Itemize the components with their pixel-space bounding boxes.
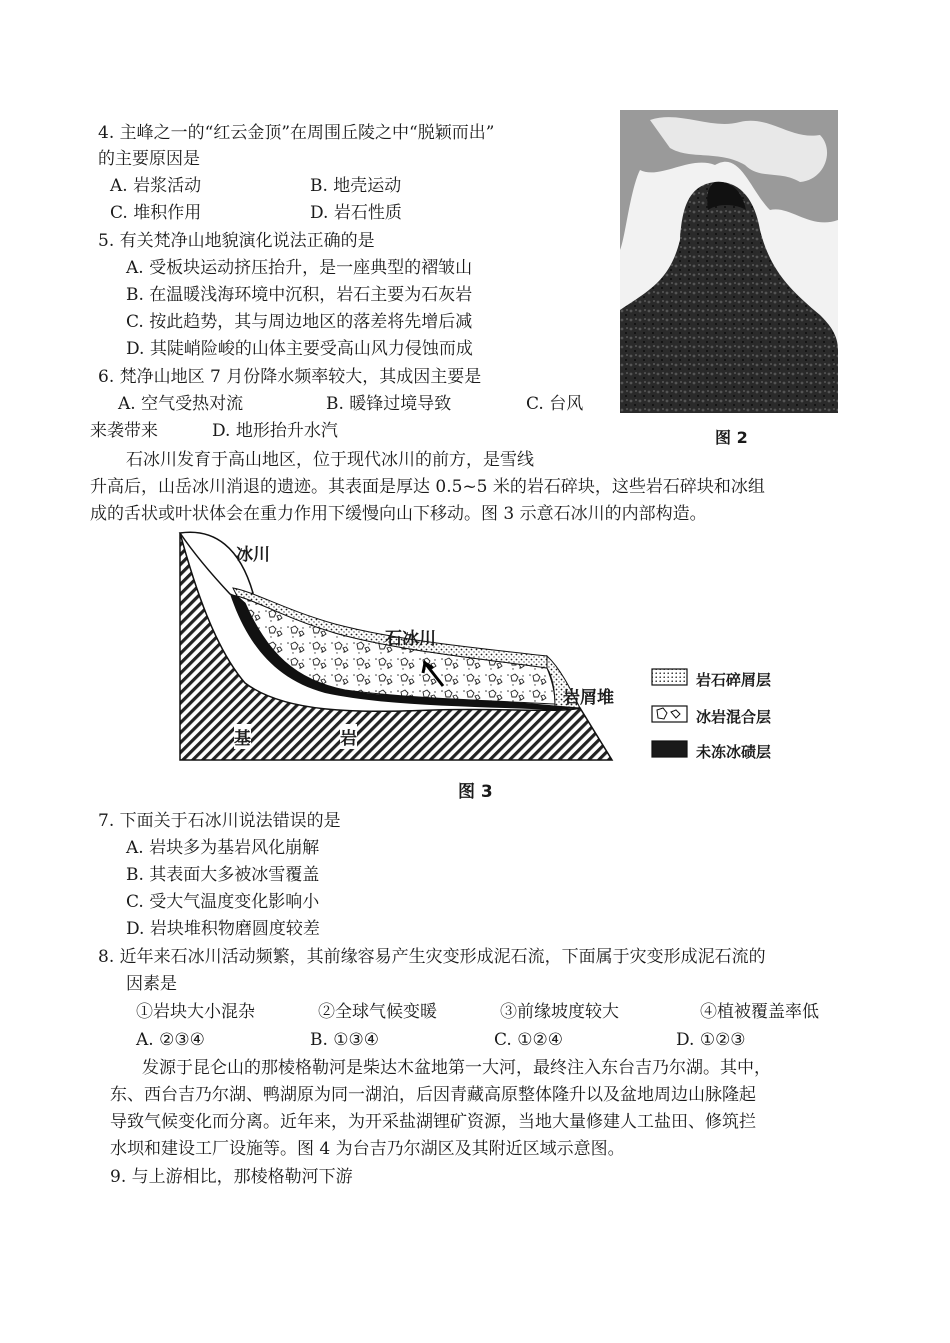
q4-option-d: D. 岩石性质	[310, 203, 402, 223]
q7-option-b: B. 其表面大多被冰雪覆盖	[126, 865, 320, 885]
q8-stem-line1: 8. 近年来石冰川活动频繁，其前缘容易产生灾变形成泥石流，下面属于灾变形成泥石流的	[98, 947, 766, 967]
q8-factor-1: ①岩块大小混杂	[136, 1002, 255, 1022]
fig3-label-glacier: 冰川	[236, 545, 270, 565]
figure-3-caption: 图 3	[458, 782, 493, 802]
legend-label-debris: 岩石碎屑层	[696, 671, 772, 689]
legend-label-frozen-till: 未冻冰碛层	[696, 743, 772, 761]
q5-stem: 5. 有关梵净山地貌演化说法正确的是	[98, 231, 375, 251]
q6-option-d: D. 地形抬升水汽	[212, 421, 338, 441]
q8-option-c: C. ①②④	[494, 1030, 563, 1050]
fig3-label-bedrock-1: 基	[234, 724, 251, 749]
q6-option-c-cont: 来袭带来	[90, 421, 158, 441]
q4-option-a: A. 岩浆活动	[110, 176, 202, 196]
passage2-line2: 东、西台吉乃尔湖、鸭湖原为同一湖泊，后因青藏高原整体隆升以及盆地周边山脉隆起	[110, 1085, 756, 1105]
figure-2-caption: 图 2	[715, 428, 748, 447]
legend-swatch-debris	[652, 669, 687, 685]
q5-option-c: C. 按此趋势，其与周边地区的落差将先增后减	[126, 312, 473, 332]
q5-option-d: D. 其陡峭险峻的山体主要受高山风力侵蚀而成	[126, 339, 473, 359]
q7-stem: 7. 下面关于石冰川说法错误的是	[98, 811, 341, 831]
fig3-label-debris-pile: 岩屑堆	[563, 688, 614, 708]
q7-option-c: C. 受大气温度变化影响小	[126, 892, 320, 912]
q4-stem-line2: 的主要原因是	[98, 149, 200, 169]
q7-option-d: D. 岩块堆积物磨圆度较差	[126, 919, 320, 939]
q8-stem-line2: 因素是	[126, 974, 177, 994]
q9-stem: 9. 与上游相比，那棱格勒河下游	[110, 1167, 353, 1187]
q5-option-b: B. 在温暖浅海环境中沉积，岩石主要为石灰岩	[126, 285, 473, 305]
q4-option-b: B. 地壳运动	[310, 176, 402, 196]
legend-label-ice-rock: 冰岩混合层	[696, 708, 772, 726]
passage1-line3: 成的舌状或叶状体会在重力作用下缓慢向山下移动。图 3 示意石冰川的内部构造。	[90, 504, 707, 524]
q4-option-c: C. 堆积作用	[110, 203, 202, 223]
figure-2-photo	[620, 110, 838, 413]
q6-stem: 6. 梵净山地区 7 月份降水频率较大，其成因主要是	[98, 367, 482, 387]
q8-factor-2: ②全球气候变暖	[318, 1002, 437, 1022]
q8-factor-4: ④植被覆盖率低	[700, 1002, 819, 1022]
q8-option-b: B. ①③④	[310, 1030, 380, 1050]
q8-option-d: D. ①②③	[676, 1030, 746, 1050]
fig3-label-bedrock-2: 岩	[340, 724, 357, 749]
q8-factor-3: ③前缘坡度较大	[500, 1002, 619, 1022]
legend-swatch-frozen-till	[652, 741, 687, 757]
passage2-line4: 水坝和建设工厂设施等。图 4 为台吉乃尔湖区及其附近区域示意图。	[110, 1139, 625, 1159]
passage2-line3: 导致气候变化而分离。近年来，为开采盐湖锂矿资源，当地大量修建人工盐田、修筑拦	[110, 1112, 756, 1132]
passage1-line1: 石冰川发育于高山地区，位于现代冰川的前方，是雪线	[126, 450, 534, 470]
q5-option-a: A. 受板块运动挤压抬升，是一座典型的褶皱山	[126, 258, 473, 278]
q8-option-a: A. ②③④	[136, 1030, 205, 1050]
q6-option-b: B. 暖锋过境导致	[326, 394, 452, 414]
q6-option-c: C. 台风	[526, 394, 584, 414]
q6-option-a: A. 空气受热对流	[118, 394, 244, 414]
fig3-label-rock-glacier: 石冰川	[385, 629, 436, 649]
q4-stem-line1: 4. 主峰之一的“红云金顶”在周围丘陵之中“脱颖而出”	[98, 123, 495, 143]
passage1-line2: 升高后，山岳冰川消退的遗迹。其表面是厚达 0.5~5 米的岩石碎块，这些岩石碎块和冰组	[90, 477, 765, 497]
q7-option-a: A. 岩块多为基岩风化崩解	[126, 838, 320, 858]
passage2-line1: 发源于昆仑山的那棱格勒河是柴达木盆地第一大河，最终注入东台吉乃尔湖。其中，	[142, 1058, 771, 1078]
